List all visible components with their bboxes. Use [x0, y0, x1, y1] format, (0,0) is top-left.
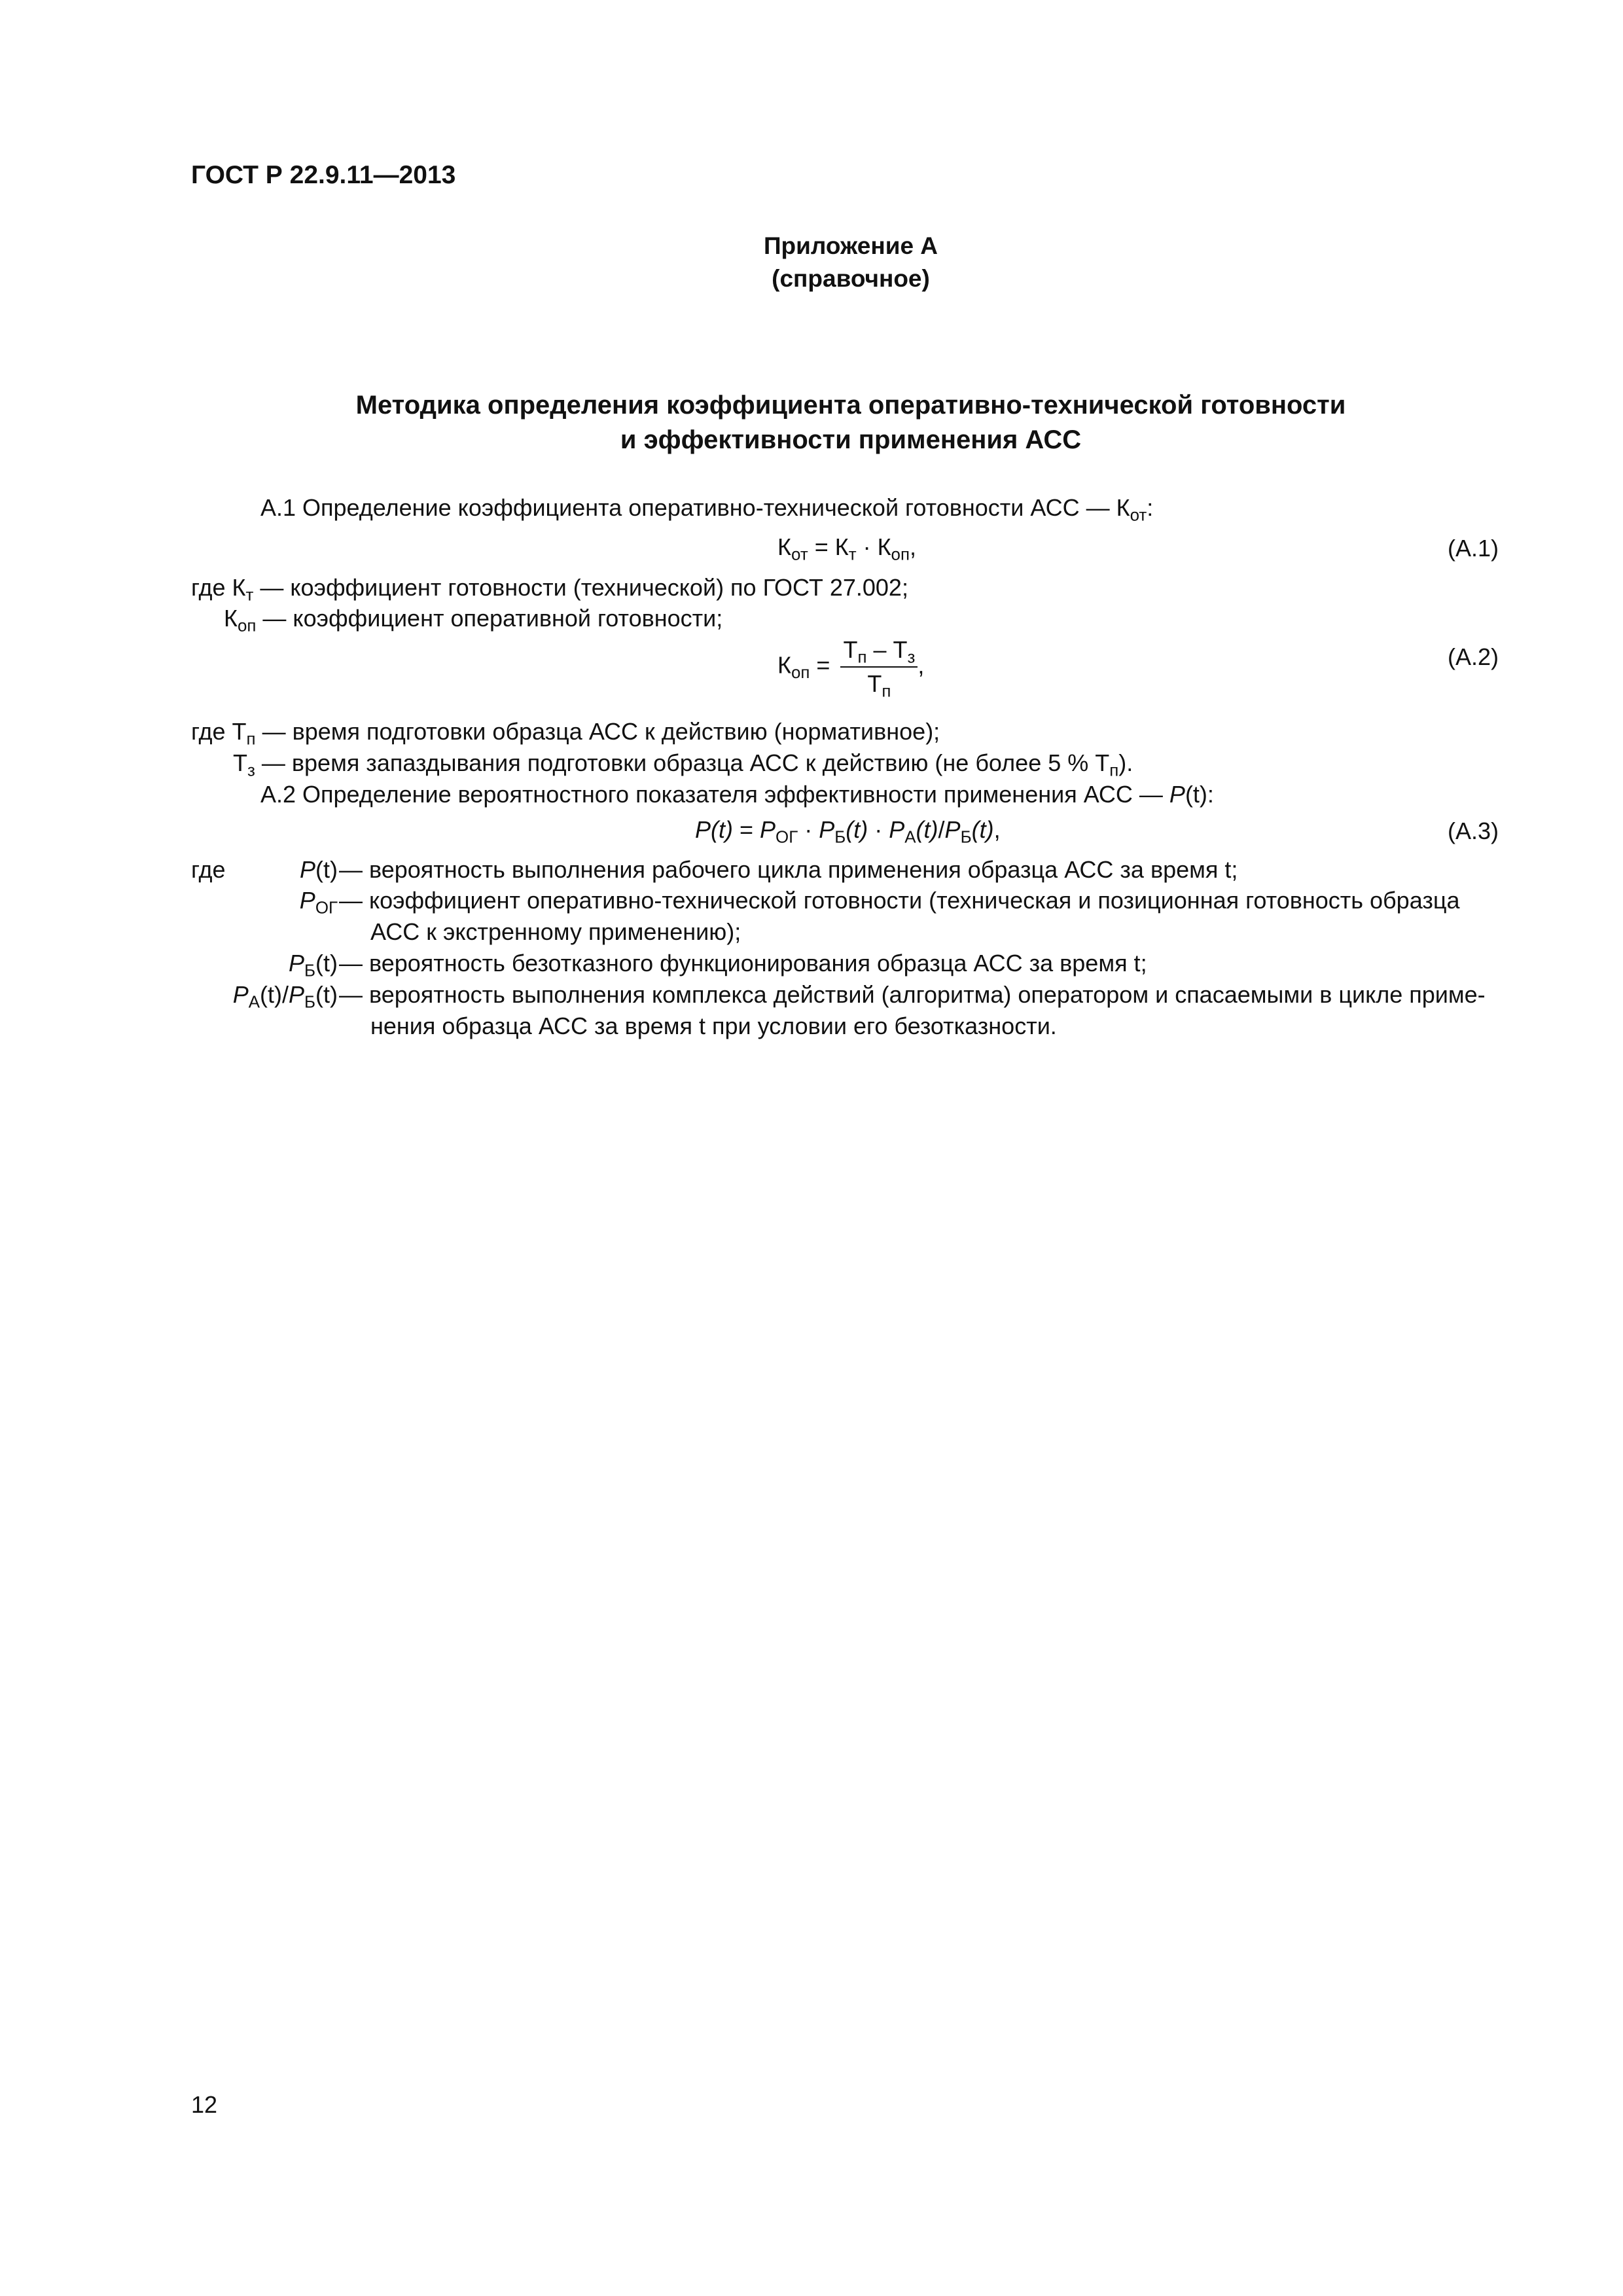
def-pb-text: — вероятность безотказного функционирования образца АСС за время t; [339, 950, 1147, 977]
formula-a3: $P(t) = P_{ОГ} \cdot P_Б(t) \cdot P_А(t)/P_Б(t)$, [695, 816, 1001, 847]
def-p-text: — вероятность выполнения рабочего цикла применения образца АСС за время t; [339, 856, 1238, 883]
formula-a3-number: (А.3) [1447, 817, 1499, 844]
section-a2-intro: А.2 Определение вероятностного показателя эффективности применения АСС — P(t): [260, 781, 1214, 808]
section-a1-intro: А.1 Определение коэффициента оперативно-технической готовности АСС — $К_{от}$: [260, 494, 1154, 525]
formula-a1-number: (А.1) [1447, 535, 1499, 562]
where-tp: где $Т_п$ — время подготовки образца АСС к действию (нормативное); [191, 718, 940, 749]
formula-a2-number: (А.2) [1447, 643, 1499, 670]
def-pa-pb-label: $P_А(t)/P_Б(t)$ [232, 981, 338, 1012]
page-number: 12 [191, 2091, 218, 2118]
formula-a2: $К_{оп}$ = $\frac{Т_п - Т_з}{Т_п}$ , [777, 636, 925, 701]
def-p-label: P(t) [300, 856, 338, 883]
appendix-label: Приложение А [763, 232, 938, 259]
def-pb-label: $P_Б(t)$ [288, 950, 338, 980]
def-pog-text-1: — коэффициент оперативно-технической готовности (техническая и позиционная готовность образца [339, 887, 1460, 914]
where-label: где [191, 856, 226, 883]
def-pa-pb-text-1: — вероятность выполнения комплекса действий (алгоритма) оператором и спасаемыми в цикле приме- [339, 981, 1486, 1008]
def-pog-text-2: АСС к экстренному применению); [370, 918, 741, 945]
title-line-2: и эффективности применения АСС [620, 425, 1082, 454]
title-line-1: Методика определения коэффициента оперативно-технической готовности [355, 391, 1346, 420]
where-tz: $Т_з$ — время запаздывания подготовки образца АСС к действию (не более 5 % $Т_п$). [233, 749, 1133, 780]
formula-a2-fraction: $\frac{Т_п - Т_з}{Т_п}$ [840, 636, 918, 698]
standard-header: ГОСТ Р 22.9.11—2013 [191, 161, 456, 189]
def-pa-pb-text-2: нения образца АСС за время t при условии его безотказности. [370, 1013, 1057, 1039]
appendix-kind: (справочное) [772, 265, 930, 292]
formula-a1: $К_{от} = К_т \cdot К_{оп}$, [777, 533, 916, 564]
def-pog-label: $P_{ОГ}$ [299, 887, 338, 918]
where-kop: $К_{оп}$ — коэффициент оперативной готовности; [224, 605, 723, 636]
where-kt: где $К_т$ — коэффициент готовности (технической) по ГОСТ 27.002; [191, 574, 908, 605]
